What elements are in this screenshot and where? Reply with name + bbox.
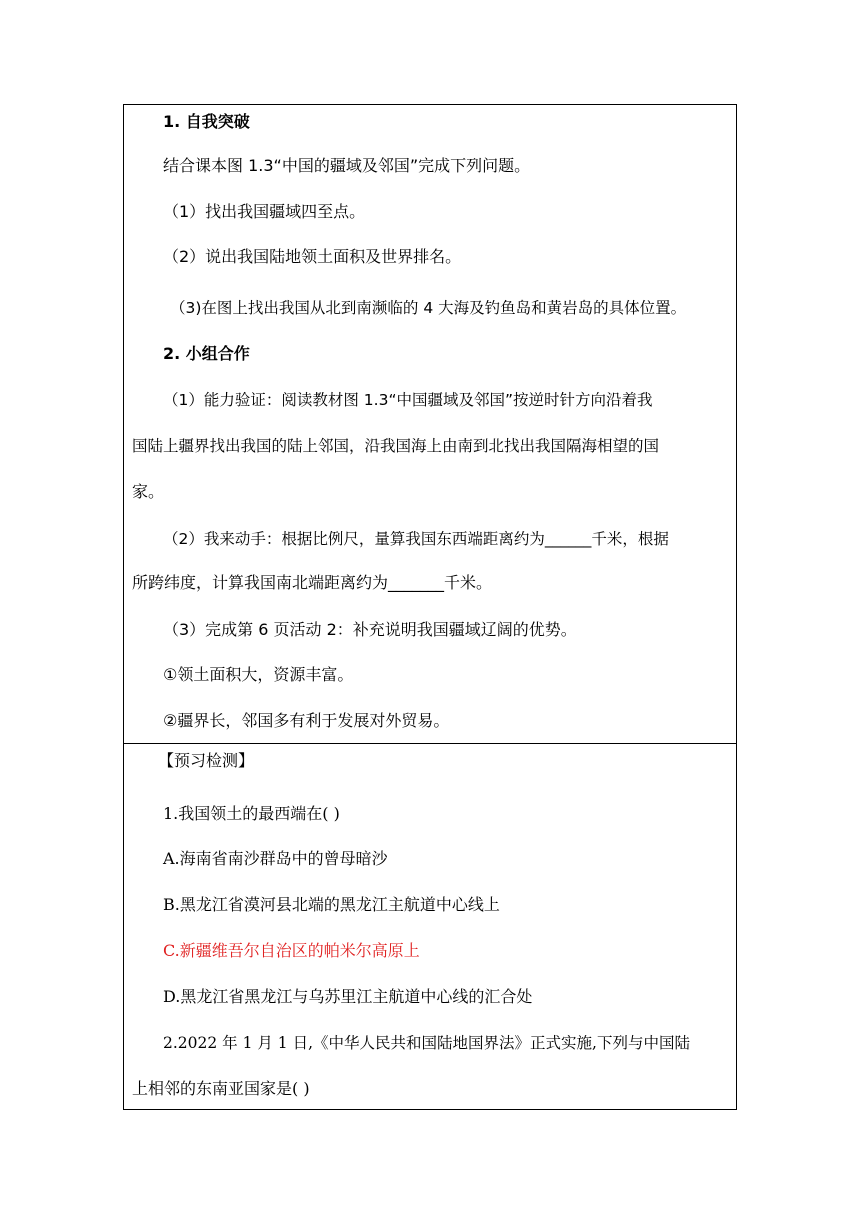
section2-item1: ①领土面积大，资源丰富。 [163,665,354,684]
preview-heading: 【预习检测】 [158,751,255,770]
section2-p1-line3: 家。 [132,482,165,501]
preview-option-b: B.黑龙江省漠河县北端的黑龙江主航道中心线上 [163,895,500,914]
preview-option-c-answer: C.新疆维吾尔自治区的帕米尔高原上 [163,941,420,960]
section2-heading: 2. 小组合作 [163,344,250,363]
preview-check-box [123,743,737,1110]
preview-option-a: A.海南省南沙群岛中的曾母暗沙 [163,849,388,868]
section2-p1-line1: （1）能力验证：阅读教材图 1.3“中国疆域及邻国”按逆时针方向沿着我 [163,391,653,409]
section2-p3: （3）完成第 6 页活动 2：补充说明我国疆域辽阔的优势。 [163,620,577,639]
section1-q3: （3)在图上找出我国从北到南濒临的 4 大海及钓鱼岛和黄岩岛的具体位置。 [170,299,687,317]
section2-p1-line2: 国陆上疆界找出我国的陆上邻国，沿我国海上由南到北找出我国隔海相望的国 [132,437,660,455]
section1-q2: （2）说出我国陆地领土面积及世界排名。 [163,247,462,266]
section2-item2: ②疆界长，邻国多有利于发展对外贸易。 [163,711,450,730]
preview-q2-line1: 2.2022 年 1 月 1 日,《中华人民共和国陆地国界法》正式实施,下列与中国陆 [163,1034,690,1052]
section1-heading: 1. 自我突破 [163,112,250,131]
section2-p2-line1: （2）我来动手：根据比例尺，量算我国东西端距离约为______千米，根据 [163,530,669,548]
preview-q1: 1.我国领土的最西端在( ) [163,804,340,823]
section1-q1: （1）找出我国疆域四至点。 [163,202,366,221]
preview-q2-line2: 上相邻的东南亚国家是( ) [132,1079,310,1098]
section2-p2-line2: 所跨纬度，计算我国南北端距离约为_______千米。 [132,573,493,592]
self-study-box [123,104,737,744]
preview-option-d: D.黑龙江省黑龙江与乌苏里江主航道中心线的汇合处 [163,987,533,1006]
section1-intro: 结合课本图 1.3“中国的疆域及邻国”完成下列问题。 [163,156,531,175]
